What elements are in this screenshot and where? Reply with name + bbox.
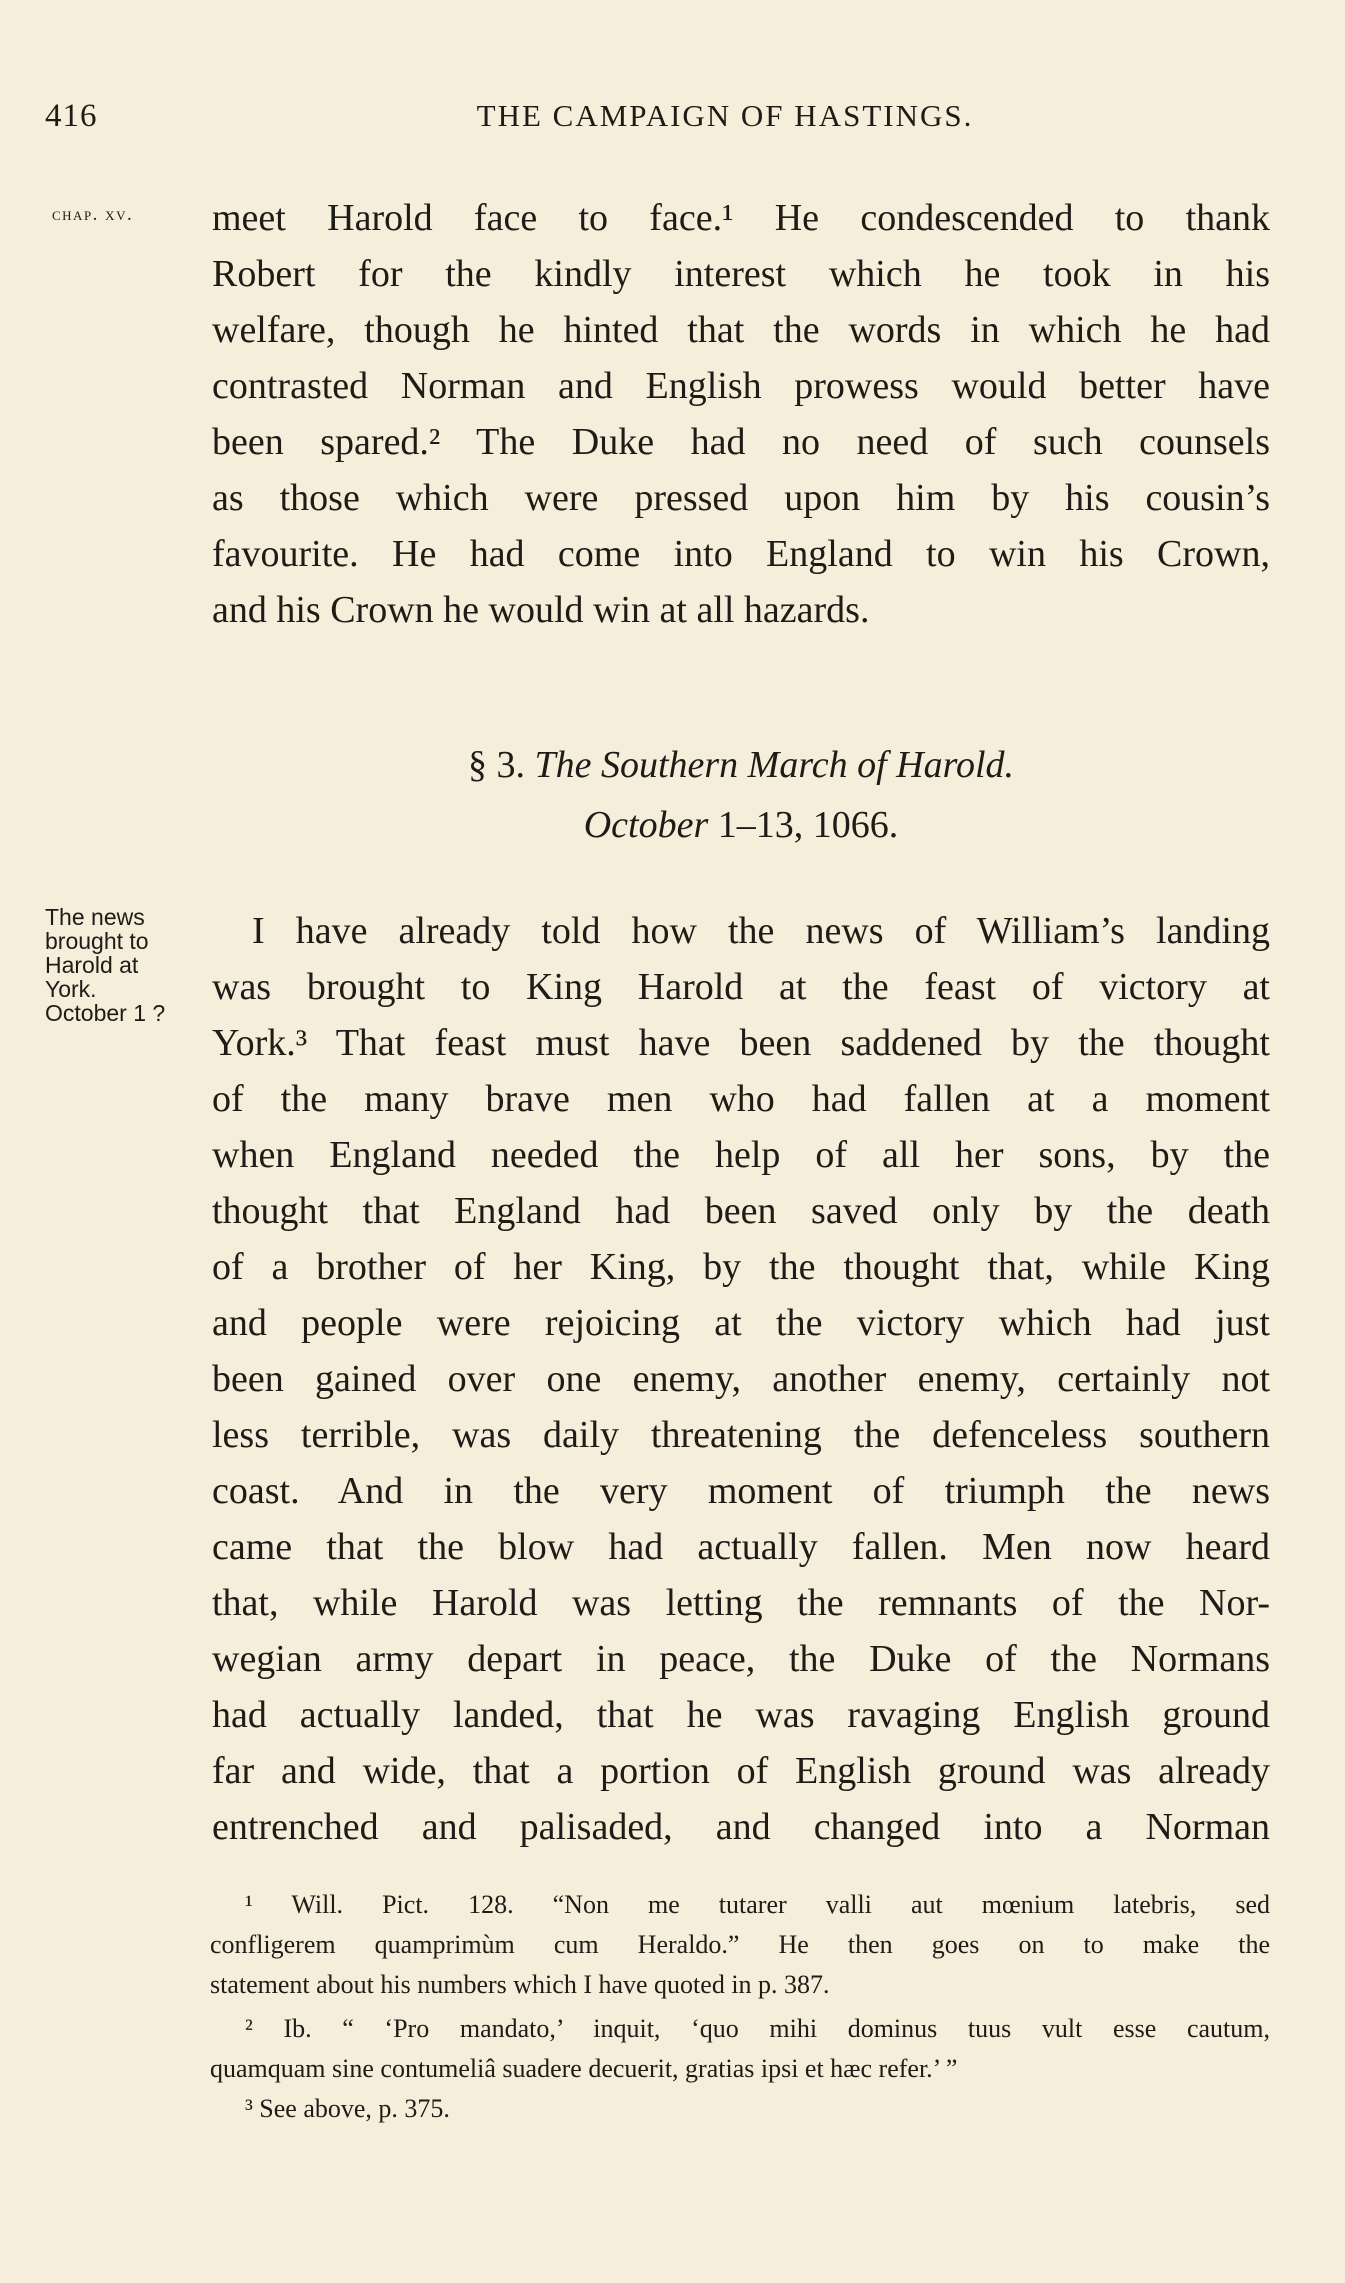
text-line: of a brother of her King, by the thought that, while King — [212, 1246, 1270, 1288]
text-line: welfare, though he hinted that the words in which he had — [212, 309, 1270, 351]
text-line: been gained over one enemy, another enemy, certainly not — [212, 1358, 1270, 1400]
footnote-3 — [245, 2089, 1270, 2129]
margin-note-line: The news — [45, 904, 145, 930]
text-line: been spared.² The Duke had no need of such counsels — [212, 421, 1270, 463]
text-line: as those which were pressed upon him by his cousin’s — [212, 477, 1270, 519]
text-line: when England needed the help of all her sons, by the — [212, 1134, 1270, 1176]
footnote-line: ³ See above, p. 375. — [245, 2094, 450, 2123]
text-line: I have already told how the news of William’s landing — [252, 910, 1270, 952]
text-line: had actually landed, that he was ravaging English ground — [212, 1694, 1270, 1736]
text-line: York.³ That feast must have been saddened by the thought — [212, 1022, 1270, 1064]
text-line: thought that England had been saved only by the death — [212, 1190, 1270, 1232]
paragraph-section-3 — [212, 903, 1270, 1855]
text-line: and people were rejoicing at the victory which had just — [212, 1302, 1270, 1344]
text-line: wegian army depart in peace, the Duke of the Normans — [212, 1638, 1270, 1680]
page-number: 416 — [45, 98, 98, 134]
section-date-month: October — [583, 804, 709, 846]
section-date-range: 1–13, 1066. — [717, 804, 899, 846]
text-line: less terrible, was daily threatening the defenceless southern — [212, 1414, 1270, 1456]
footnote-1 — [210, 1885, 1270, 2005]
margin-note-line: York. — [45, 976, 97, 1002]
margin-note-line: Harold at — [45, 952, 139, 978]
text-line: came that the blow had actually fallen. Men now heard — [212, 1526, 1270, 1568]
text-line: meet Harold face to face.¹ He condescended to thank — [212, 197, 1270, 239]
text-line: Robert for the kindly interest which he took in his — [212, 253, 1270, 295]
text-line: favourite. He had come into England to win his Crown, — [212, 533, 1270, 575]
text-line: far and wide, that a portion of English ground was already — [212, 1750, 1270, 1792]
running-head — [45, 98, 1285, 148]
footnote-line: ¹ Will. Pict. 128. “Non me tutarer valli aut mœnium latebris, sed — [245, 1890, 1270, 1919]
text-line: was brought to King Harold at the feast of victory at — [212, 966, 1270, 1008]
paragraph-continued — [212, 190, 1270, 638]
text-line: that, while Harold was letting the remnants of the Nor- — [212, 1582, 1270, 1624]
section-title: The Southern March of Harold. — [534, 744, 1015, 786]
text-line: contrasted Norman and English prowess would better have — [212, 365, 1270, 407]
margin-note-line: October 1 ? — [45, 1000, 166, 1026]
margin-note — [45, 905, 205, 1025]
footnote-line: confligerem quamprimùm cum Heraldo.” He then goes on to make the — [210, 1930, 1270, 1959]
footnote-line: statement about his numbers which I have quoted in p. 387. — [210, 1970, 830, 1999]
footnote-line: quamquam sine contumeliâ suadere decuerit, gratias ipsi et hæc refer.’ ” — [210, 2054, 958, 2083]
running-title: THE CAMPAIGN OF HASTINGS. — [476, 98, 974, 133]
section-number: § 3. — [467, 744, 525, 786]
footnotes — [210, 1885, 1270, 2129]
chapter-label: chap. xv. — [52, 204, 134, 225]
section-heading — [212, 735, 1270, 855]
text-line: of the many brave men who had fallen at a moment — [212, 1078, 1270, 1120]
section-title-line — [212, 735, 1270, 795]
text-line: and his Crown he would win at all hazards. — [212, 589, 870, 631]
footnote-line: ² Ib. “ ‘Pro mandato,’ inquit, ‘quo mihi dominus tuus vult esse cautum, — [245, 2014, 1270, 2043]
margin-note-line: brought to — [45, 928, 149, 954]
footnote-2 — [210, 2009, 1270, 2089]
text-line: coast. And in the very moment of triumph the news — [212, 1470, 1270, 1512]
section-date-line — [212, 795, 1270, 855]
text-line: entrenched and palisaded, and changed into a Norman — [212, 1806, 1270, 1848]
